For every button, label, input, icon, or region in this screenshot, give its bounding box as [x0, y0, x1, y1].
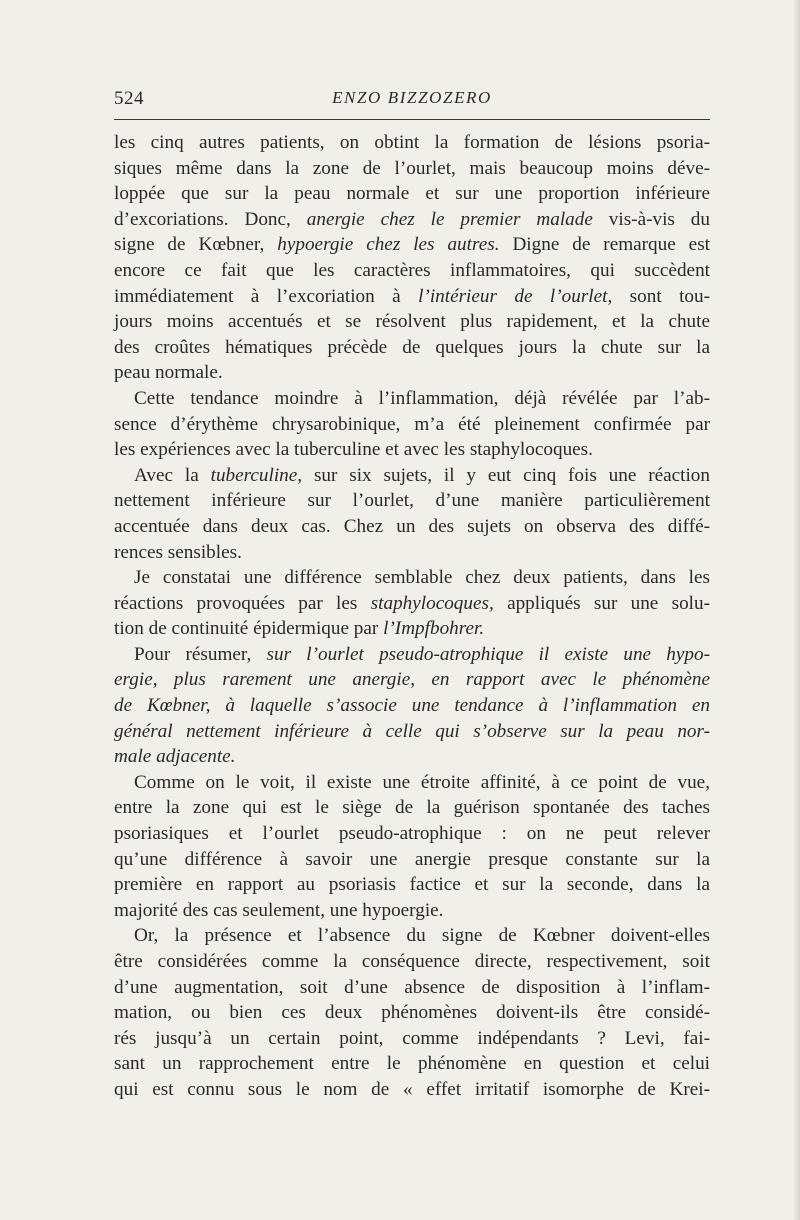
text-run: nettement inférieure sur l’ourlet, d’une manière particulièrement	[114, 490, 710, 512]
text-run: sur six sujets, il y eut cinq fois une réaction	[302, 464, 710, 486]
italic-text: tuberculine,	[210, 464, 303, 486]
text-line	[114, 667, 710, 693]
text-run: Or, la présence et l’absence du signe de Kœbner doivent-elles	[134, 925, 710, 947]
text-run: les expériences avec la tuberculine et avec les staphylocoques.	[114, 439, 593, 461]
italic-text: l’intérieur de l’ourlet,	[418, 285, 613, 307]
text-line	[114, 616, 710, 642]
text-line	[114, 872, 710, 898]
text-line	[114, 591, 710, 617]
italic-text: l’Impfbohrer.	[383, 618, 485, 640]
text-run: rés jusqu’à un certain point, comme indépendants ? Levi, fai-	[114, 1027, 710, 1049]
text-line	[114, 130, 710, 156]
italic-text: hypoergie chez les autres.	[277, 234, 500, 256]
text-line	[114, 565, 710, 591]
text-run: loppée que sur la peau normale et sur une proportion inférieure	[114, 183, 710, 205]
text-run: psoriasiques et l’ourlet pseudo-atrophique : on ne peut relever	[114, 823, 710, 845]
text-line	[114, 488, 710, 514]
text-run: les cinq autres patients, on obtint la formation de lésions psoria-	[114, 132, 710, 153]
text-line	[114, 898, 710, 924]
italic-text: sur l’ourlet pseudo-atrophique il existe une hypo-	[266, 643, 710, 665]
text-line	[114, 847, 710, 873]
text-run: sont tou-	[612, 285, 710, 307]
italic-text: général nettement inférieure à celle qui s’observe sur la peau nor-	[114, 720, 710, 742]
text-line	[114, 821, 710, 847]
text-run: d’une augmentation, soit d’une absence de disposition à l’inflam-	[114, 976, 710, 998]
text-run: signe de Kœbner,	[114, 234, 278, 256]
text-run: des croûtes hématiques précède de quelques jours la chute sur la	[114, 336, 710, 358]
italic-text: staphylocoques,	[370, 592, 494, 614]
text-run: jours moins accentués et se résolvent plus rapidement, et la chute	[114, 311, 710, 333]
italic-text: male adjacente.	[114, 746, 236, 768]
text-run: Je constatai une différence semblable chez deux patients, dans les	[134, 567, 710, 589]
text-line	[114, 770, 710, 796]
text-line	[114, 207, 710, 233]
text-run: encore ce fait que les caractères inflammatoires, qui succèdent	[114, 259, 710, 281]
text-run: qui est connu sous le nom de « effet irritatif isomorphe de Krei-	[114, 1078, 710, 1100]
text-line	[114, 642, 710, 668]
text-run: réactions provoquées par les	[114, 592, 371, 614]
text-run: Pour résumer,	[134, 643, 267, 665]
text-run: être considérées comme la conséquence directe, respectivement, soit	[114, 951, 710, 972]
text-line	[114, 437, 710, 463]
text-line	[114, 412, 710, 438]
page-edge-shadow	[794, 0, 800, 1220]
text-line	[114, 975, 710, 1001]
text-run: Avec la	[134, 464, 211, 486]
page-header	[114, 88, 710, 114]
text-run: Comme on le voit, il existe une étroite affinité, à ce point de vue,	[134, 771, 710, 793]
text-run: entre la zone qui est le siège de la guérison spontanée des taches	[114, 797, 710, 819]
text-line	[114, 309, 710, 335]
text-line	[114, 463, 710, 489]
text-line	[114, 693, 710, 719]
text-line	[114, 514, 710, 540]
text-line	[114, 181, 710, 207]
text-line	[114, 1077, 710, 1103]
text-line	[114, 360, 710, 386]
text-line	[114, 284, 710, 310]
italic-text: ergie, plus rarement une anergie, en rapport avec le phénomène	[114, 669, 710, 691]
text-line	[114, 744, 710, 770]
text-run: première en rapport au psoriasis factice et sur la seconde, dans la	[114, 874, 710, 896]
text-run: mation, ou bien ces deux phénomènes doivent-ils être considé-	[114, 1002, 710, 1024]
text-line	[114, 719, 710, 745]
text-line	[114, 1000, 710, 1026]
text-line	[114, 335, 710, 361]
text-run: tion de continuité épidermique par	[114, 618, 384, 640]
italic-text: anergie chez le premier malade	[306, 208, 593, 230]
text-line	[114, 795, 710, 821]
text-line	[114, 949, 710, 975]
text-line	[114, 540, 710, 566]
text-run: appliqués sur une solu-	[493, 592, 710, 614]
text-run: vis-à-vis du	[592, 208, 710, 230]
text-run: sant un rapprochement entre le phénomène en question et celui	[114, 1053, 710, 1075]
text-run: accentuée dans deux cas. Chez un des sujets on observa des diffé-	[114, 515, 710, 537]
text-run: qu’une différence à savoir une anergie presque constante sur la	[114, 848, 710, 870]
text-run: d’excoriations. Donc,	[114, 208, 307, 230]
text-run: peau normale.	[114, 362, 223, 384]
text-line	[114, 258, 710, 284]
text-line	[114, 923, 710, 949]
text-line	[114, 1051, 710, 1077]
text-line	[114, 232, 710, 258]
page-number: 524	[114, 88, 144, 109]
text-line	[114, 156, 710, 182]
text-run: siques même dans la zone de l’ourlet, mais beaucoup moins déve-	[114, 157, 710, 179]
body-text	[114, 130, 710, 1103]
text-run: majorité des cas seulement, une hypoergie.	[114, 899, 444, 921]
text-run: Cette tendance moindre à l’inflammation, déjà révélée par l’ab-	[134, 387, 710, 409]
text-line	[114, 1026, 710, 1052]
text-run: immédiatement à l’excoriation à	[114, 285, 419, 307]
text-run: rences sensibles.	[114, 541, 242, 563]
text-run: Digne de remarque est	[499, 234, 710, 256]
header-rule	[114, 119, 710, 120]
italic-text: de Kœbner, à laquelle s’associe une tendance à l’inflammation en	[114, 695, 710, 717]
text-line	[114, 386, 710, 412]
text-run: sence d’érythème chrysarobinique, m’a été pleinement confirmée par	[114, 413, 710, 435]
running-head: ENZO BIZZOZERO	[332, 88, 492, 107]
